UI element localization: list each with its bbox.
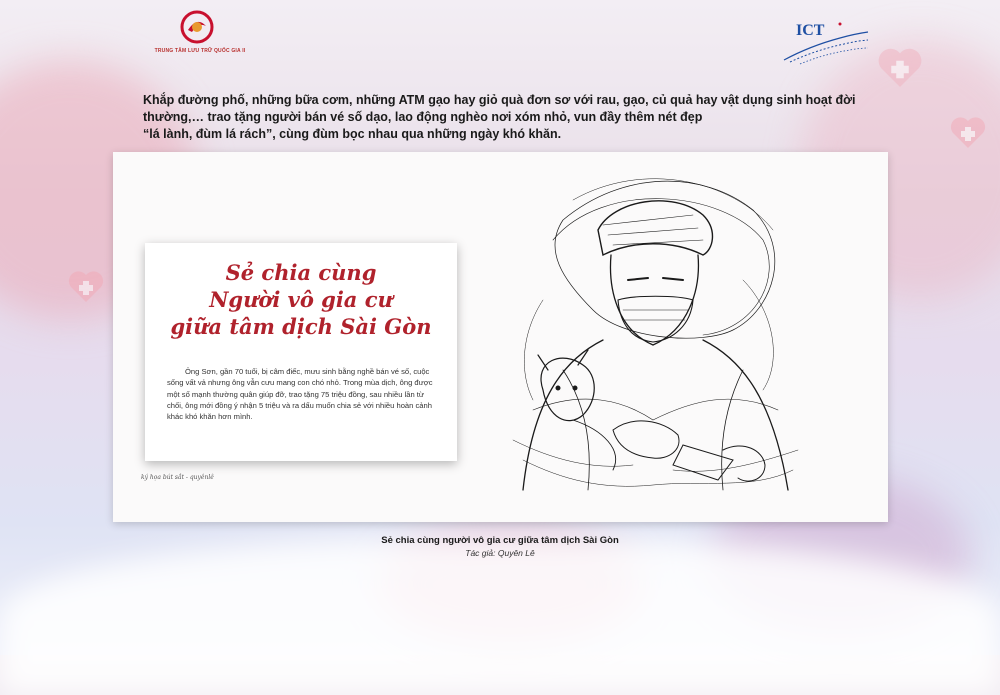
archive-center-logo (140, 10, 260, 62)
intro-line: thường,… trao tặng người bán vé số dạo, lao động nghèo nơi xóm nhỏ, vun đầy thêm nét đẹp (143, 110, 703, 124)
ict-logo (780, 16, 870, 66)
intro-paragraph (143, 92, 883, 143)
story-title-line: Người vô gia cư (209, 287, 393, 312)
archive-emblem-icon (180, 10, 214, 44)
heart-cross-icon (66, 266, 106, 306)
caption-author: Tác giả: Quyên Lê (465, 548, 535, 558)
intro-line: Khắp đường phố, những bữa cơm, những ATM gạo hay giỏ quà đơn sơ với rau, gạo, củ quả hay vật dụng sinh hoạt đời (143, 93, 856, 107)
ink-sketch-illustration (503, 160, 803, 505)
story-title-line: giữa tâm dịch Sài Gòn (170, 314, 432, 339)
story-title (145, 259, 457, 340)
story-card (145, 243, 457, 461)
ict-wave-icon (780, 16, 870, 66)
artist-signature: ký họa bút sắt - quyênlê (141, 474, 214, 481)
background-white-clouds (0, 535, 1000, 695)
caption-title: Sẻ chia cùng người vô gia cư giữa tâm dịch Sài Gòn (381, 535, 619, 546)
heart-cross-icon (948, 112, 988, 152)
archive-center-name: TRUNG TÂM LƯU TRỮ QUỐC GIA II (154, 48, 246, 54)
heart-cross-icon (875, 42, 925, 92)
artwork-caption (300, 534, 700, 559)
story-title-line: Sẻ chia cùng (225, 260, 377, 285)
intro-line: “lá lành, đùm lá rách”, cùng đùm bọc nhau qua những ngày khó khăn. (143, 127, 562, 141)
ict-logo-text: ICT (796, 22, 825, 39)
story-description: Ông Sơn, gần 70 tuổi, bị câm điếc, mưu sinh bằng nghề bán vé số, cuộc sống vất vả nhưng ông vẫn cưu mang con chó nhỏ. Trong mùa dịch, ông được một số mạnh thường quân giúp đỡ, trao tặng 75 triệu đồng, sau nhiều lần từ chối, ông mới đồng ý nhận 5 triệu và ra dấu muốn chia sẻ với nhiều hoàn cảnh khác khó khăn hơn mình. (167, 367, 433, 422)
